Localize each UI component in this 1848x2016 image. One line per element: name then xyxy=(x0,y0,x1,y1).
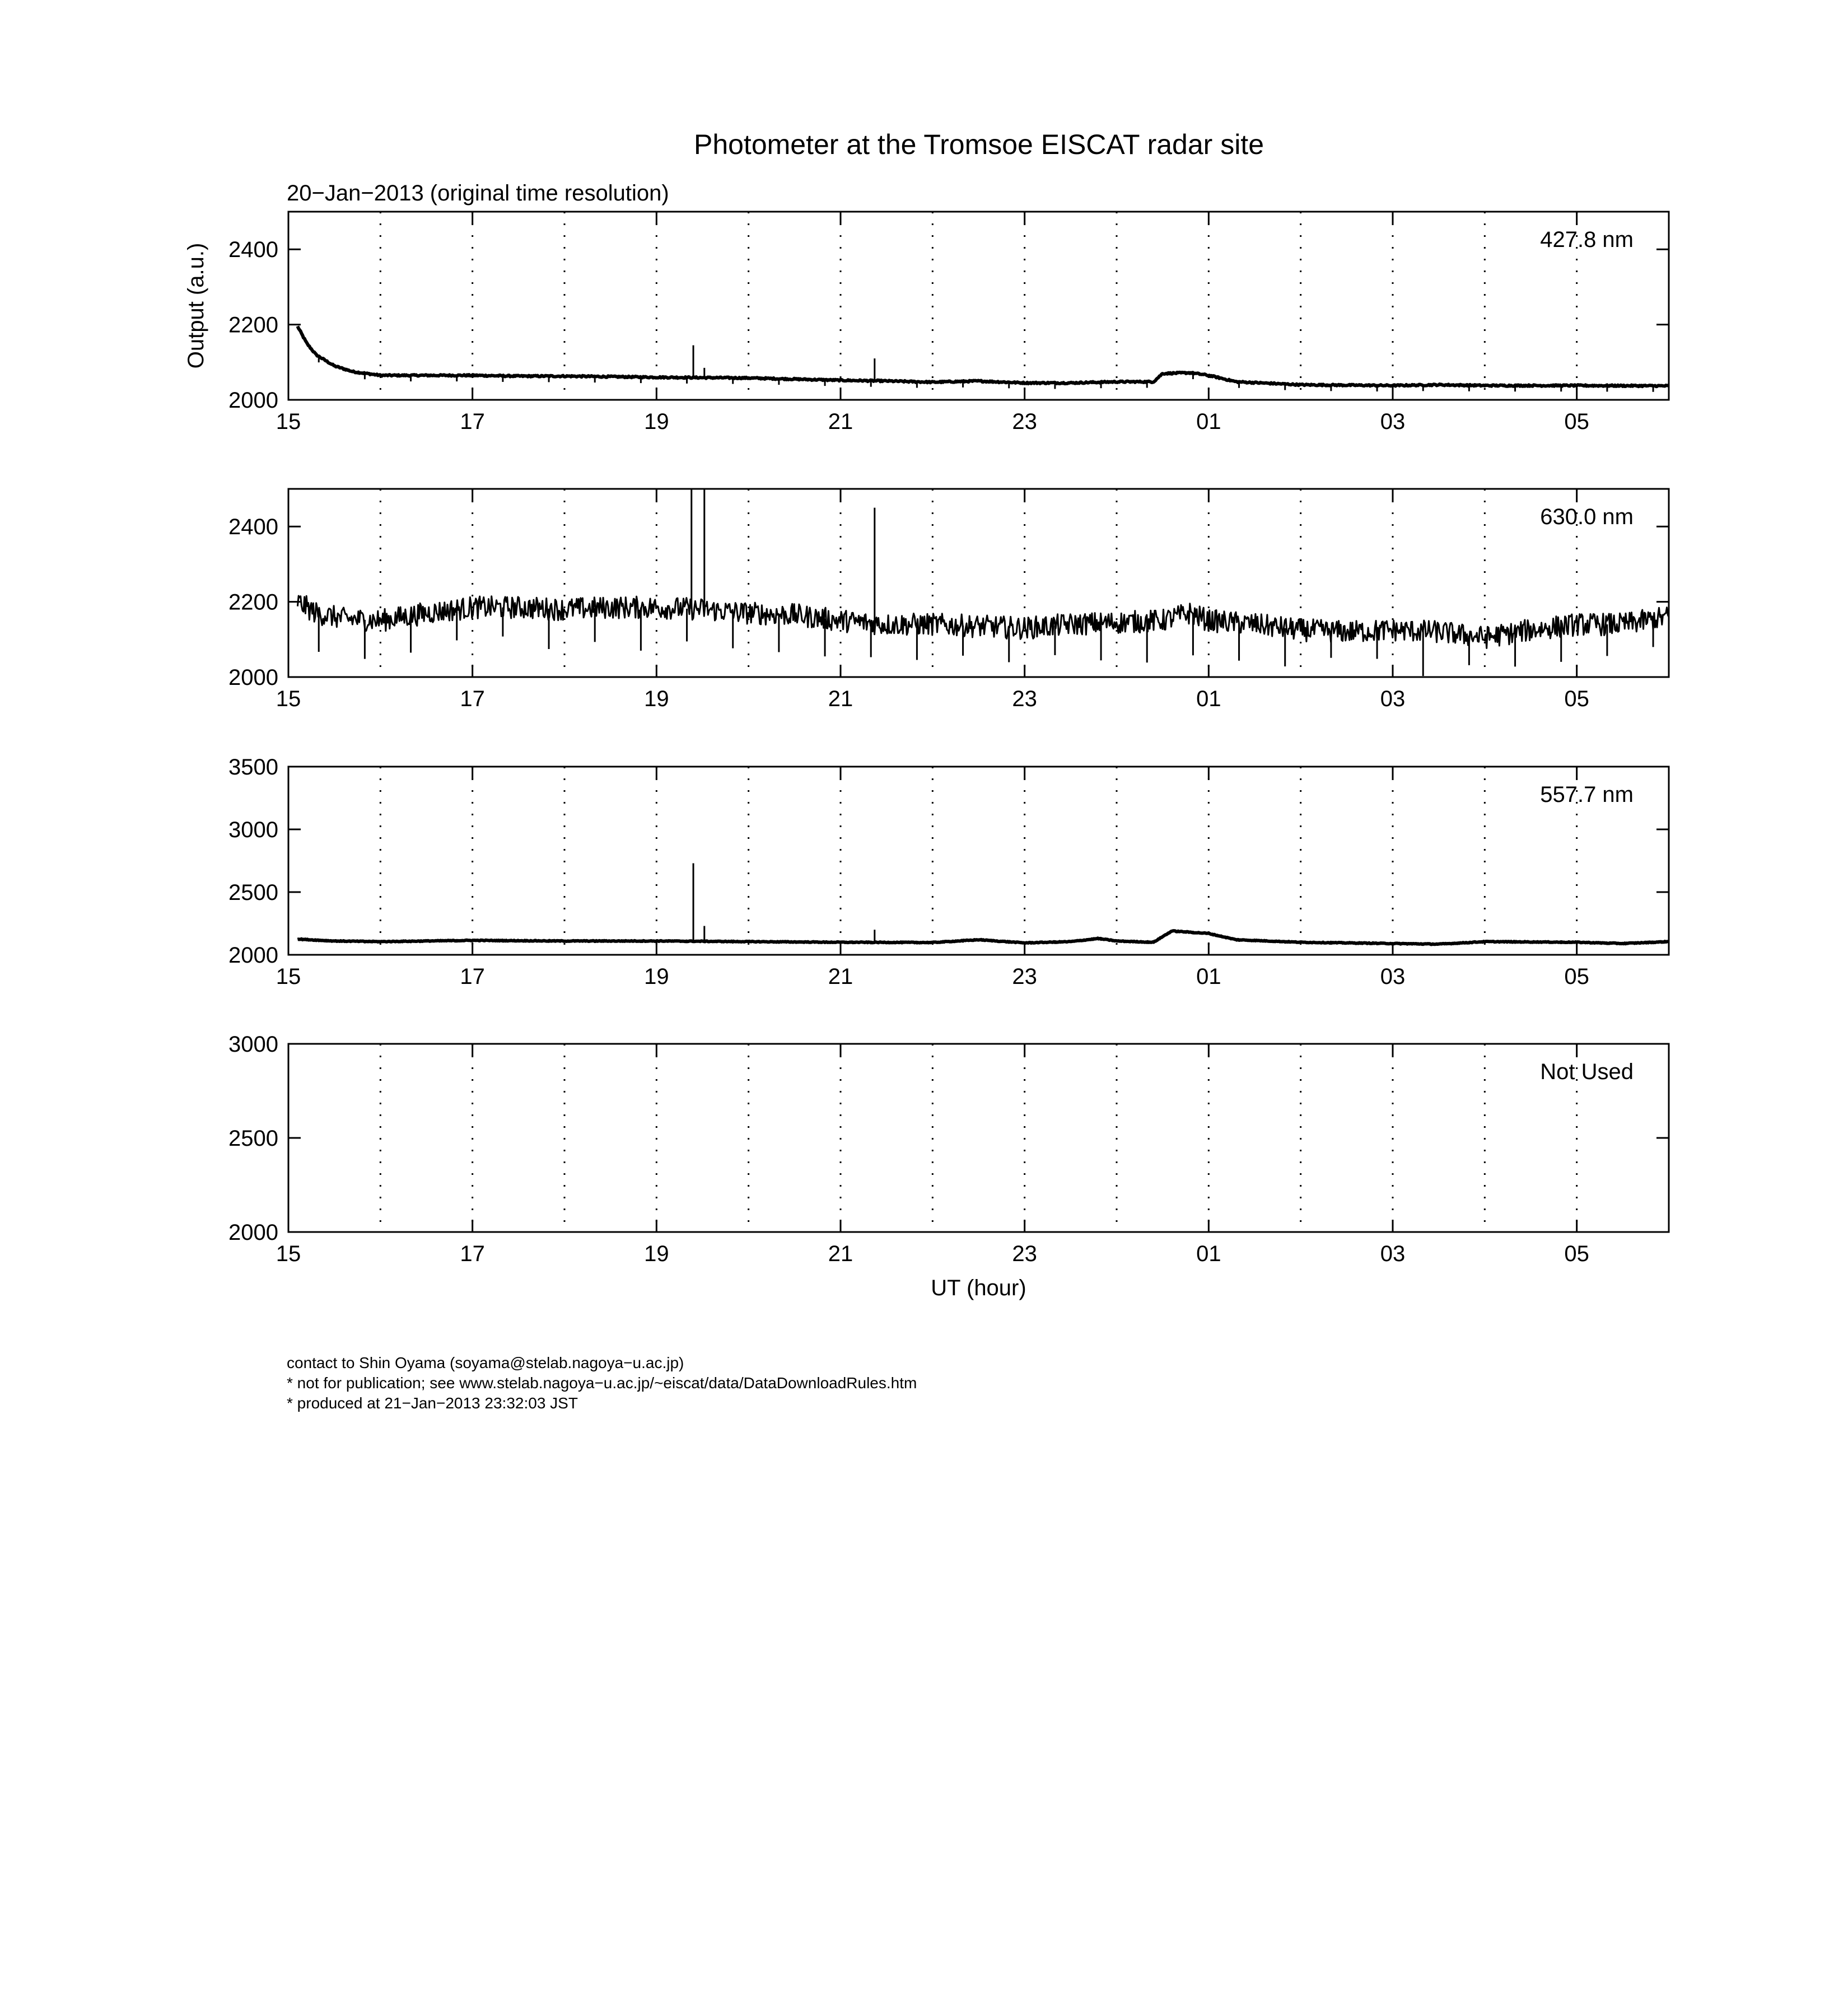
y-tick-label: 2000 xyxy=(228,388,278,413)
x-tick-label: 19 xyxy=(644,964,669,989)
x-tick-label: 17 xyxy=(460,1242,485,1266)
y-tick-label: 2500 xyxy=(228,1126,278,1151)
y-tick-label: 3000 xyxy=(228,1032,278,1057)
x-tick-label: 15 xyxy=(276,409,301,434)
footer-line-3: * produced at 21−Jan−2013 23:32:03 JST xyxy=(287,1394,578,1412)
x-tick-label: 01 xyxy=(1196,687,1221,711)
panel-wavelength-label: 427.8 nm xyxy=(1540,227,1634,252)
x-tick-label: 21 xyxy=(828,687,853,711)
x-tick-label: 01 xyxy=(1196,1242,1221,1266)
x-tick-label: 21 xyxy=(828,409,853,434)
panel-wavelength-label: 630.0 nm xyxy=(1540,505,1634,529)
x-tick-label: 17 xyxy=(460,964,485,989)
x-tick-label: 03 xyxy=(1380,409,1406,434)
y-axis-label: Output (a.u.) xyxy=(184,242,208,369)
x-tick-label: 01 xyxy=(1196,964,1221,989)
x-tick-label: 05 xyxy=(1564,409,1589,434)
chart-title: Photometer at the Tromsoe EISCAT radar site xyxy=(693,129,1264,160)
y-tick-label: 2000 xyxy=(228,1220,278,1245)
x-tick-label: 17 xyxy=(460,687,485,711)
y-tick-label: 2500 xyxy=(228,880,278,905)
x-tick-label: 15 xyxy=(276,1242,301,1266)
x-tick-label: 05 xyxy=(1564,1242,1589,1266)
x-tick-label: 03 xyxy=(1380,687,1406,711)
y-tick-label: 2200 xyxy=(228,312,278,338)
footer-line-2: * not for publication; see www.stelab.nagoya−u.ac.jp/~eiscat/data/DataDownloadRules.htm xyxy=(287,1374,917,1392)
x-tick-label: 15 xyxy=(276,687,301,711)
x-tick-label: 03 xyxy=(1380,1242,1406,1266)
y-tick-label: 2400 xyxy=(228,237,278,263)
x-tick-label: 17 xyxy=(460,409,485,434)
x-tick-label: 19 xyxy=(644,687,669,711)
x-tick-label: 21 xyxy=(828,1242,853,1266)
x-tick-label: 23 xyxy=(1012,964,1037,989)
x-tick-label: 23 xyxy=(1012,1242,1037,1266)
x-tick-label: 23 xyxy=(1012,687,1037,711)
x-tick-label: 23 xyxy=(1012,409,1037,434)
x-tick-label: 01 xyxy=(1196,409,1221,434)
x-tick-label: 03 xyxy=(1380,964,1406,989)
footer-line-1: contact to Shin Oyama (soyama@stelab.nagoya−u.ac.jp) xyxy=(287,1354,684,1371)
y-tick-label: 2200 xyxy=(228,590,278,615)
x-tick-label: 15 xyxy=(276,964,301,989)
x-tick-label: 19 xyxy=(644,409,669,434)
x-tick-label: 21 xyxy=(828,964,853,989)
x-tick-label: 05 xyxy=(1564,964,1589,989)
y-tick-label: 3500 xyxy=(228,755,278,780)
y-tick-label: 2400 xyxy=(228,515,278,540)
x-tick-label: 05 xyxy=(1564,687,1589,711)
x-tick-label: 19 xyxy=(644,1242,669,1266)
chart-subtitle: 20−Jan−2013 (original time resolution) xyxy=(287,181,669,206)
x-axis-label: UT (hour) xyxy=(931,1276,1026,1300)
y-tick-label: 3000 xyxy=(228,818,278,842)
panel-wavelength-label: 557.7 nm xyxy=(1540,782,1634,807)
panel-wavelength-label: Not Used xyxy=(1540,1060,1634,1084)
y-tick-label: 2000 xyxy=(228,665,278,690)
y-tick-label: 2000 xyxy=(228,943,278,968)
